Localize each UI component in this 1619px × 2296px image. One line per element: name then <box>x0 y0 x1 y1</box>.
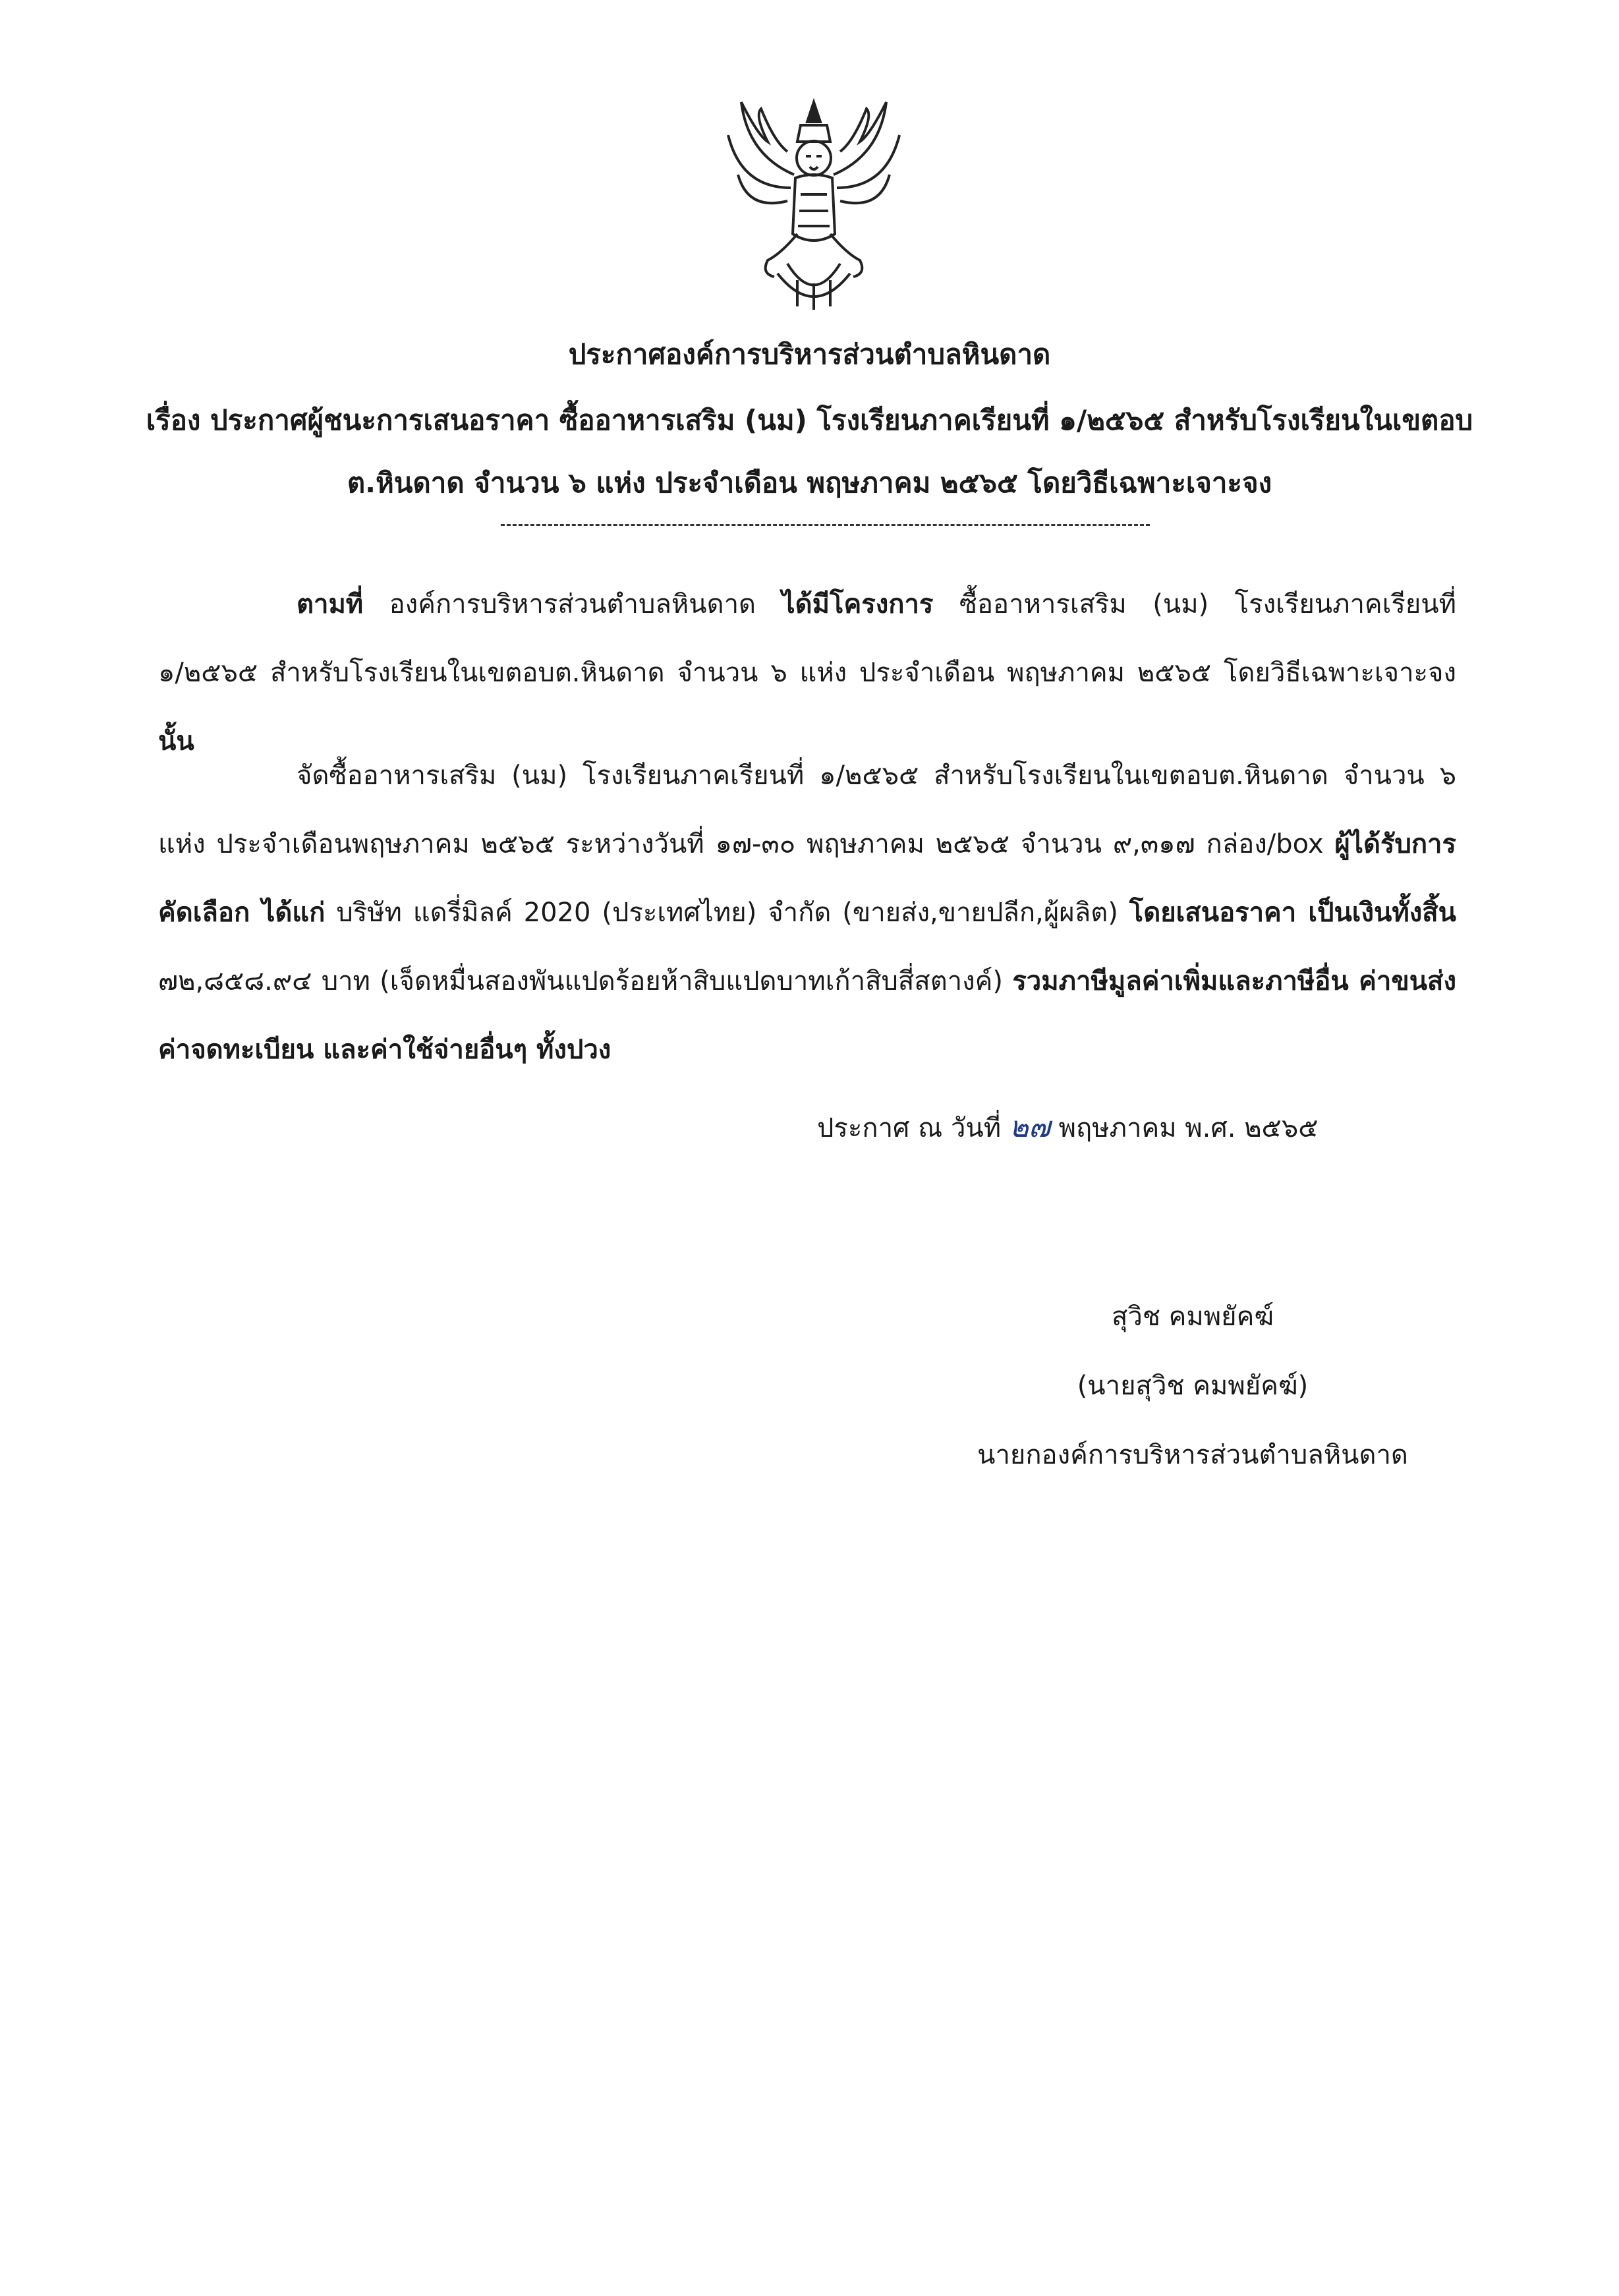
paragraph2-text2: บริษัท แดรี่มิลค์ 2020 (ประเทศไทย) จำกัด (ขายส่ง,ขายปลีก,ผู้ผลิต) <box>325 898 1129 928</box>
paragraph-award <box>158 741 1456 1084</box>
paragraph2-bold3: รวมภาษีมูลค่าเพิ่มและภาษีอื่น ค่าขนส่ง ค่าจดทะเบียน และค่าใช้จ่ายอื่นๆ ทั้งปวง <box>158 966 1456 1065</box>
subject-line-2: ต.หินดาด จำนวน ๖ แห่ง ประจำเดือน พฤษภาคม ๒๕๖๕ โดยวิธีเฉพาะเจาะจง <box>347 467 1272 499</box>
announcement-date <box>817 1104 1319 1150</box>
announcement-heading: ประกาศองค์การบริหารส่วนตำบลหินดาด <box>568 338 1051 370</box>
paragraph1-text1: องค์การบริหารส่วนตำบลหินดาด <box>363 589 782 619</box>
paragraph2-bold2: โดยเสนอราคา เป็นเงินทั้งสิ้น <box>1129 898 1456 928</box>
paragraph2-bold1: ผู้ได้รับการคัดเลือก ได้แก่ <box>158 829 1456 928</box>
date-prefix: ประกาศ ณ วันที่ <box>817 1113 1009 1143</box>
paragraph2-text3: ๗๒,๘๕๘.๙๔ บาท (เจ็ดหมื่นสองพันแปดร้อยห้าสิบแปดบาทเก้าสิบสี่สตางค์) <box>158 966 1013 996</box>
signature-name: สุวิช คมพยัคฆ์ <box>1111 1302 1274 1332</box>
signatory-printed-name: (นายสุวิช คมพยัคฆ์) <box>1077 1371 1309 1401</box>
date-day-handwritten: ๒๗ <box>1009 1110 1050 1144</box>
lead-word: ตามที่ <box>297 589 364 619</box>
paragraph1-bold2: นั้น <box>158 726 194 757</box>
paragraph1-text2: ซื้ออาหารเสริม (นม) โรงเรียนภาคเรียนที่ ๑/๒๕๖๕ สำหรับโรงเรียนในเขตอบต.หินดาด จำนวน ๖ แห่ง ประจำเดือน พฤษภาคม ๒๕๖๕ โดยวิธีเฉพาะเจาะจง <box>158 589 1456 688</box>
date-suffix: พฤษภาคม พ.ศ. ๒๕๖๕ <box>1050 1113 1319 1143</box>
dashed-divider <box>501 524 1150 526</box>
paragraph2-text1: จัดซื้ออาหารเสริม (นม) โรงเรียนภาคเรียนที่ ๑/๒๕๖๕ สำหรับโรงเรียนในเขตอบต.หินดาด จำนวน ๖ แห่ง ประจำเดือนพฤษภาคม ๒๕๖๕ ระหว่างวันที่ ๑๗-๓๐ พฤษภาคม ๒๕๖๕ จำนวน ๙,๓๑๗ กล่อง/box <box>158 761 1456 859</box>
paragraph1-bold1: ได้มีโครงการ <box>781 589 934 619</box>
signatory-position: นายกองค์การบริหารส่วนตำบลหินดาด <box>977 1440 1408 1470</box>
garuda-emblem-icon <box>722 96 906 313</box>
subject-line-1: เรื่อง ประกาศผู้ชนะการเสนอราคา ซื้ออาหารเสริม (นม) โรงเรียนภาคเรียนที่ ๑/๒๕๖๕ สำหรับโรงเรียนในเขตอบ <box>146 404 1473 436</box>
